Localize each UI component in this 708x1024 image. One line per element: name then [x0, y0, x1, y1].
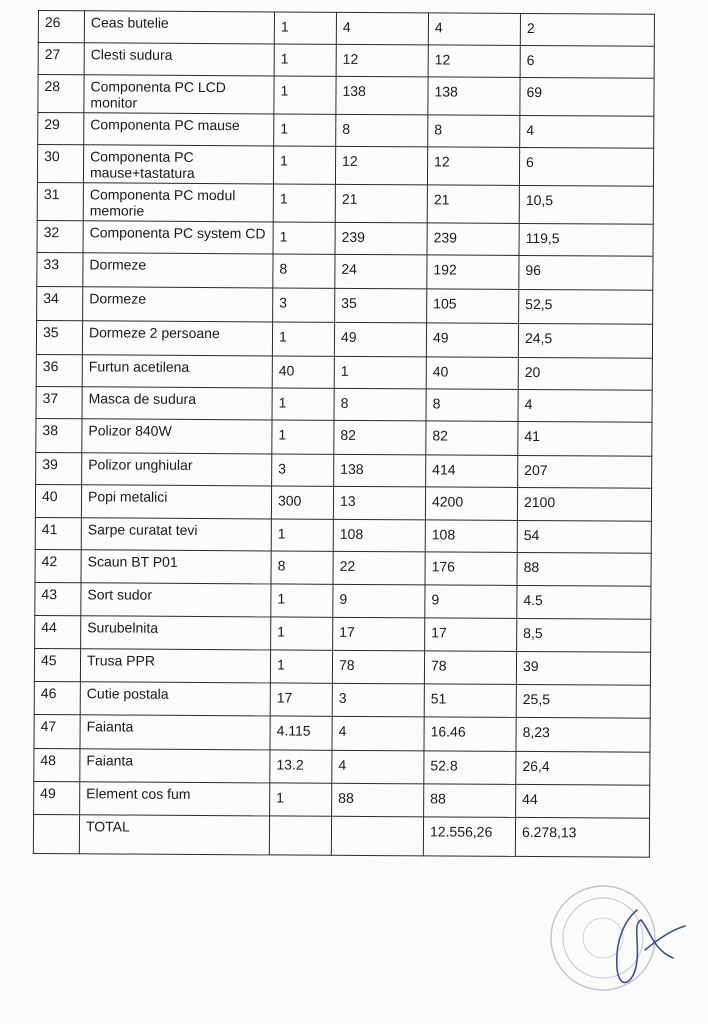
half-value-cell: 119,5 — [519, 223, 653, 256]
row-number-cell: 36 — [36, 354, 82, 386]
table-row — [37, 182, 653, 224]
half-value-cell: 96 — [519, 255, 653, 290]
total-value-cell: 12.556,26 — [423, 817, 515, 857]
unit-price-cell: 12 — [335, 146, 427, 185]
table-row — [37, 145, 653, 187]
row-number-cell: 32 — [37, 220, 83, 252]
half-value-cell: 2 — [520, 13, 654, 46]
round-stamp-icon — [551, 886, 655, 990]
item-name-cell: Sarpe curatat tevi — [81, 518, 271, 551]
row-number-cell: 33 — [37, 252, 83, 286]
item-name-cell: Masca de sudura — [82, 387, 272, 420]
row-number-cell: 37 — [36, 386, 82, 418]
half-value-cell: 4.5 — [517, 585, 651, 619]
unit-price-cell: 239 — [335, 222, 427, 255]
table-row — [37, 252, 653, 290]
total-value-cell: 88 — [424, 784, 516, 818]
quantity-cell: 1 — [272, 322, 334, 356]
quantity-cell: 1 — [273, 146, 335, 184]
total-value-cell: 414 — [426, 455, 518, 488]
total-value-cell: 4 — [428, 13, 520, 46]
total-value-cell: 192 — [427, 255, 519, 290]
table-row — [35, 615, 651, 652]
row-number-cell: 40 — [35, 484, 81, 517]
quantity-cell: 1 — [270, 783, 332, 816]
quantity-cell: 3 — [273, 288, 335, 322]
unit-price-cell: 35 — [335, 288, 427, 323]
table-row — [38, 75, 654, 117]
unit-price-cell: 1 — [334, 356, 426, 389]
half-value-cell: 24,5 — [518, 323, 652, 358]
half-value-cell: 39 — [516, 651, 650, 685]
unit-price-cell: 78 — [332, 650, 424, 684]
total-value-cell: 8 — [426, 389, 518, 422]
table-row — [35, 517, 651, 553]
item-name-cell: Cutie postala — [80, 682, 270, 716]
unit-price-cell: 3 — [332, 683, 424, 717]
row-number-cell: 27 — [38, 43, 84, 75]
quantity-cell: 1 — [271, 584, 333, 617]
item-name-cell: Dormeze 2 persoane — [82, 321, 272, 356]
unit-price-cell: 49 — [334, 322, 426, 357]
quantity-cell: 3 — [272, 454, 334, 486]
half-value-cell: 44 — [516, 784, 650, 818]
quantity-cell: 1 — [274, 76, 336, 114]
unit-price-cell: 17 — [333, 617, 425, 651]
unit-price-cell: 138 — [334, 454, 426, 487]
empty-cell — [331, 816, 423, 856]
total-value-cell: 176 — [425, 552, 517, 586]
table-row — [35, 549, 651, 586]
total-value-cell: 105 — [427, 289, 519, 324]
total-half-cell: 6.278,13 — [515, 817, 649, 857]
total-value-cell: 82 — [426, 421, 518, 456]
unit-price-cell: 8 — [336, 114, 428, 147]
quantity-cell: 1 — [270, 650, 332, 683]
quantity-cell: 1 — [272, 420, 334, 454]
table-row — [35, 484, 651, 521]
item-name-cell: Surubelnita — [81, 616, 271, 650]
half-value-cell: 4 — [518, 389, 652, 422]
row-number-cell: 45 — [34, 648, 80, 681]
table-row — [38, 11, 654, 47]
item-name-cell: Polizor 840W — [82, 419, 272, 454]
item-name-cell: Sort sudor — [81, 583, 271, 617]
total-value-cell: 4200 — [425, 487, 517, 521]
row-number-cell: 28 — [38, 75, 84, 113]
half-value-cell: 25,5 — [516, 684, 650, 718]
item-name-cell: Faianta — [80, 749, 270, 783]
item-name-cell: Scaun BT P01 — [81, 550, 271, 584]
signature-icon — [617, 910, 685, 982]
quantity-cell: 300 — [271, 486, 333, 519]
row-number-cell: 34 — [37, 286, 83, 320]
total-value-cell: 239 — [427, 223, 519, 256]
half-value-cell: 6 — [520, 45, 654, 78]
table-row — [34, 748, 650, 785]
inventory-sheet — [33, 10, 654, 858]
quantity-cell: 1 — [273, 184, 335, 222]
item-name-cell: Dormeze — [83, 287, 273, 322]
unit-price-cell: 108 — [333, 519, 425, 552]
table-row — [37, 286, 653, 324]
quantity-cell: 8 — [273, 254, 335, 288]
table-row — [36, 354, 652, 390]
half-value-cell: 54 — [517, 520, 651, 553]
unit-price-cell: 4 — [332, 716, 424, 751]
unit-price-cell: 82 — [334, 420, 426, 455]
item-name-cell: Ceas butelie — [84, 11, 274, 44]
item-name-cell: Faianta — [80, 715, 270, 750]
quantity-cell: 17 — [270, 683, 332, 716]
table-row — [38, 113, 654, 149]
row-number-cell: 46 — [34, 681, 80, 714]
table-row — [36, 452, 652, 488]
half-value-cell: 52,5 — [519, 289, 653, 324]
quantity-cell: 13.2 — [270, 750, 332, 783]
total-value-cell: 17 — [425, 618, 517, 652]
unit-price-cell: 22 — [333, 551, 425, 585]
half-value-cell: 88 — [517, 552, 651, 586]
unit-price-cell: 138 — [336, 76, 428, 115]
total-value-cell: 12 — [428, 45, 520, 78]
table-row — [34, 781, 650, 818]
row-number-cell: 30 — [37, 145, 83, 183]
unit-price-cell: 4 — [332, 750, 424, 784]
row-number-cell: 43 — [35, 582, 81, 615]
unit-price-cell: 24 — [335, 254, 427, 289]
item-name-cell: Element cos fum — [80, 782, 270, 816]
table-row — [36, 320, 652, 358]
row-number-cell: 26 — [38, 11, 84, 43]
quantity-cell: 1 — [274, 44, 336, 76]
row-number-cell: 38 — [36, 418, 82, 452]
total-value-cell: 40 — [426, 357, 518, 390]
quantity-cell: 1 — [271, 519, 333, 551]
quantity-cell: 1 — [271, 617, 333, 650]
row-number-cell: 49 — [34, 781, 80, 814]
table-row — [36, 418, 652, 456]
row-number-cell: 44 — [35, 615, 81, 648]
quantity-cell: 1 — [272, 388, 334, 420]
total-row — [33, 814, 649, 857]
table-row — [38, 43, 654, 79]
row-number-cell: 41 — [35, 517, 81, 549]
row-number-cell: 35 — [36, 320, 82, 354]
table-row — [34, 648, 650, 685]
quantity-cell: 1 — [274, 12, 336, 44]
half-value-cell: 2100 — [517, 487, 651, 521]
row-number-cell: 31 — [37, 182, 83, 220]
total-label: TOTAL — [79, 815, 269, 855]
unit-price-cell: 8 — [334, 388, 426, 421]
item-name-cell: Componenta PC mause — [84, 113, 274, 146]
unit-price-cell: 12 — [336, 44, 428, 77]
row-number-cell: 48 — [34, 748, 80, 781]
item-name-cell: Furtun acetilena — [82, 355, 272, 388]
half-value-cell: 4 — [520, 115, 654, 148]
total-value-cell: 8 — [428, 115, 520, 148]
total-value-cell: 78 — [424, 651, 516, 685]
quantity-cell: 4.115 — [270, 716, 332, 750]
inventory-table-body — [33, 11, 654, 858]
table-row — [36, 386, 652, 422]
table-row — [37, 220, 653, 256]
unit-price-cell: 21 — [335, 184, 427, 223]
inventory-table — [33, 10, 655, 858]
quantity-cell: 1 — [273, 222, 335, 254]
quantity-cell: 1 — [274, 114, 336, 146]
item-name-cell: Componenta PC modul memorie — [83, 183, 273, 222]
stamp-and-signature — [545, 880, 695, 1010]
half-value-cell: 69 — [520, 77, 654, 116]
total-value-cell: 16.46 — [424, 717, 516, 752]
half-value-cell: 41 — [518, 421, 652, 456]
half-value-cell: 8,23 — [516, 717, 650, 752]
table-row — [34, 714, 650, 752]
quantity-cell: 40 — [272, 356, 334, 388]
unit-price-cell: 88 — [332, 783, 424, 817]
unit-price-cell: 9 — [333, 584, 425, 618]
half-value-cell: 26,4 — [516, 751, 650, 785]
unit-price-cell: 4 — [336, 12, 428, 45]
total-value-cell: 12 — [427, 147, 519, 186]
total-value-cell: 9 — [425, 585, 517, 619]
table-row — [34, 681, 650, 718]
half-value-cell: 20 — [518, 357, 652, 390]
item-name-cell: Componenta PC system CD — [83, 221, 273, 254]
empty-cell — [269, 816, 331, 855]
total-value-cell: 21 — [427, 185, 519, 224]
item-name-cell: Componenta PC mause+tastatura — [83, 145, 273, 184]
empty-cell — [33, 814, 79, 853]
total-value-cell: 138 — [428, 77, 520, 116]
total-value-cell: 52.8 — [424, 751, 516, 785]
unit-price-cell: 13 — [333, 486, 425, 520]
item-name-cell: Componenta PC LCD monitor — [84, 75, 274, 114]
item-name-cell: Popi metalici — [81, 485, 271, 519]
table-row — [35, 582, 651, 619]
total-value-cell: 49 — [426, 323, 518, 358]
total-value-cell: 51 — [424, 684, 516, 718]
half-value-cell: 6 — [519, 147, 653, 186]
half-value-cell: 207 — [518, 455, 652, 488]
row-number-cell: 29 — [38, 113, 84, 145]
quantity-cell: 8 — [271, 551, 333, 584]
row-number-cell: 47 — [34, 714, 80, 748]
row-number-cell: 42 — [35, 549, 81, 582]
item-name-cell: Polizor unghiular — [82, 453, 272, 486]
half-value-cell: 8,5 — [517, 618, 651, 652]
row-number-cell: 39 — [36, 452, 82, 484]
item-name-cell: Trusa PPR — [80, 649, 270, 683]
item-name-cell: Dormeze — [83, 253, 273, 288]
item-name-cell: Clesti sudura — [84, 43, 274, 76]
half-value-cell: 10,5 — [519, 185, 653, 224]
total-value-cell: 108 — [425, 520, 517, 553]
